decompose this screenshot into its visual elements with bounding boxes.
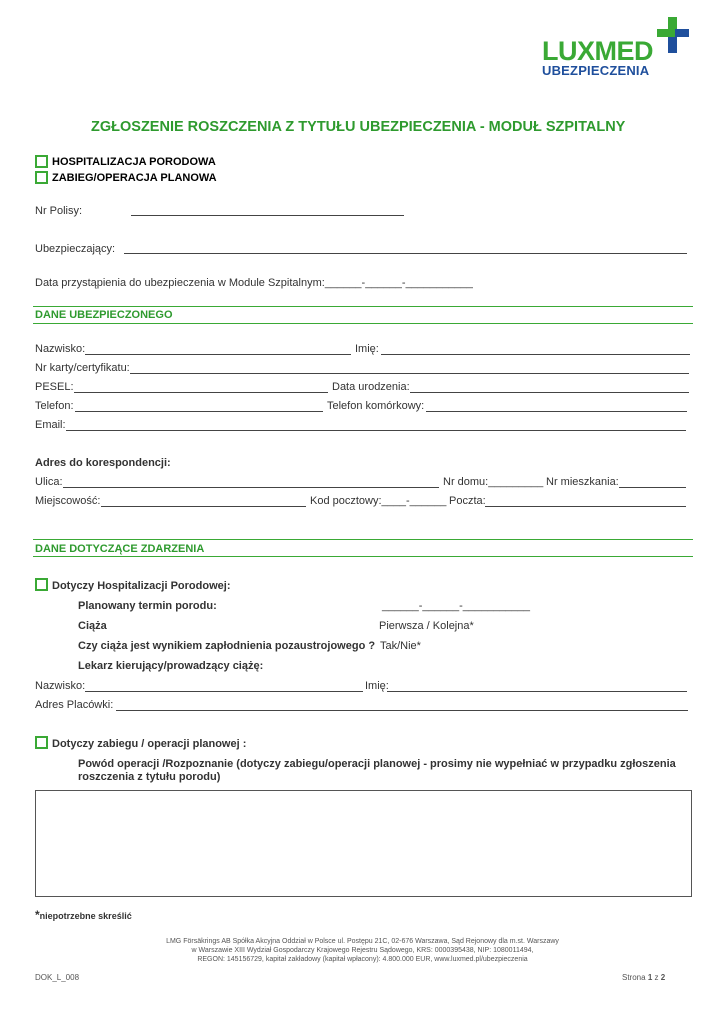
nr-polisy-label: Nr Polisy: (35, 205, 83, 217)
adres-korespondencji-heading: Adres do korespondencji: (35, 457, 171, 469)
nr-mieszkania-field[interactable] (619, 487, 686, 488)
zaplodnienie-label: Czy ciąża jest wynikiem zapłodnienia pozaustrojowego ? (78, 640, 376, 652)
planowany-termin-field[interactable]: ______-______-___________ (382, 600, 531, 612)
adres-placowki-field[interactable] (116, 710, 688, 711)
page-current: 1 (647, 973, 653, 982)
pesel-label: PESEL: (35, 381, 74, 393)
nazwisko-label: Nazwisko: (35, 343, 86, 355)
section-divider (33, 539, 693, 540)
email-label: Email: (35, 419, 66, 431)
telefon-field[interactable] (75, 411, 323, 412)
telefon-komorkowy-field[interactable] (426, 411, 687, 412)
powod-operacji-label: Powód operacji /Rozpoznanie (dotyczy zabiegu/operacji planowej - prosimy nie wypełniać w przypadku zgłoszenia (78, 758, 676, 770)
logo-luxmed-text: LUXMED (542, 36, 653, 66)
data-przystapienia-label[interactable]: Data przystąpienia do ubezpieczenia w Module Szpitalnym:______-______-___________ (35, 277, 473, 289)
powod-operacji-label-cont: roszczenia z tytułu porodu) (78, 771, 221, 783)
pesel-field[interactable] (74, 392, 328, 393)
footer-company-info (0, 937, 725, 964)
data-urodzenia-field[interactable] (410, 392, 689, 393)
imie-label: Imię: (355, 343, 379, 355)
footnote-text: niepotrzebne skreślić (39, 911, 132, 921)
nr-karty-label: Nr karty/certyfikatu: (35, 362, 130, 374)
section-divider (33, 556, 693, 557)
lekarz-label: Lekarz kierujący/prowadzący ciążę: (78, 660, 264, 672)
checkbox-hospitalizacja[interactable] (35, 155, 48, 168)
poczta-label: Poczta: (449, 495, 486, 507)
page-sep: z (654, 973, 659, 982)
option-zabieg-label: ZABIEG/OPERACJA PLANOWA (52, 172, 217, 184)
lekarz-imie-field[interactable] (387, 691, 687, 692)
powod-operacji-textarea[interactable] (35, 790, 692, 897)
page-total: 2 (660, 973, 666, 982)
hospitalizacja-heading: Dotyczy Hospitalizacji Porodowej: (52, 580, 231, 592)
section-dane-zdarzenia: DANE DOTYCZĄCE ZDARZENIA (35, 543, 205, 555)
footer-line-2: w Warszawie XIII Wydział Gospodarczy Krajowego Rejestru Sądowego, KRS: 0000395438, NIP: 1080011494, (191, 947, 534, 954)
checkbox-zabieg[interactable] (35, 171, 48, 184)
page-title: ZGŁOSZENIE ROSZCZENIA Z TYTUŁU UBEZPIECZENIA - MODUŁ SZPITALNY (91, 119, 626, 135)
nazwisko-field[interactable] (85, 354, 351, 355)
footnote (35, 908, 132, 922)
ciaza-label: Ciąża (78, 620, 107, 632)
logo-cross-icon (655, 15, 691, 55)
page-prefix: Strona (622, 973, 646, 982)
option-hospitalizacja-label: HOSPITALIZACJA PORODOWA (52, 156, 216, 168)
lekarz-nazwisko-field[interactable] (85, 691, 363, 692)
checkbox-zabieg-planowy[interactable] (35, 736, 48, 749)
doc-code: DOK_L_008 (35, 973, 80, 982)
section-divider (33, 323, 693, 324)
imie-field[interactable] (381, 354, 690, 355)
section-dane-ubezpieczonego: DANE UBEZPIECZONEGO (35, 309, 173, 321)
ciaza-value[interactable]: Pierwsza / Kolejna* (379, 620, 474, 632)
ubezpieczajacy-field[interactable] (124, 253, 687, 254)
miejscowosc-field[interactable] (101, 506, 306, 507)
section-divider (33, 306, 693, 307)
zaplodnienie-value[interactable]: Tak/Nie* (380, 640, 421, 652)
checkbox-hospitalizacja-porodowa[interactable] (35, 578, 48, 591)
nr-karty-field[interactable] (130, 373, 689, 374)
adres-placowki-label: Adres Placówki: (35, 699, 114, 711)
telefon-komorkowy-label: Telefon komórkowy: (327, 400, 425, 412)
miejscowosc-label: Miejscowość: (35, 495, 101, 507)
ulica-field[interactable] (63, 487, 439, 488)
ubezpieczajacy-label: Ubezpieczający: (35, 243, 116, 255)
page-number (622, 973, 665, 982)
lekarz-nazwisko-label: Nazwisko: (35, 680, 86, 692)
zabieg-heading: Dotyczy zabiegu / operacji planowej : (52, 738, 247, 750)
nr-mieszkania-label: Nr mieszkania: (546, 476, 619, 488)
footnote-star: * (35, 908, 40, 922)
nr-domu-label[interactable]: Nr domu:_________ (443, 476, 544, 488)
footer-line-3: REGON: 145156729, kapitał zakładowy (kapitał wpłacony): 4.800.000 EUR, www.luxmed.pl/ubezpieczenia (197, 956, 528, 963)
telefon-label: Telefon: (35, 400, 74, 412)
logo-ubezpieczenia-text: UBEZPIECZENIA (542, 63, 650, 78)
nr-polisy-field[interactable] (131, 215, 404, 216)
kod-pocztowy-label[interactable]: Kod pocztowy:____-______ (310, 495, 447, 507)
data-urodzenia-label: Data urodzenia: (332, 381, 410, 393)
planowany-termin-label: Planowany termin porodu: (78, 600, 217, 612)
ulica-label: Ulica: (35, 476, 63, 488)
footer-line-1: LMG Försäkrings AB Spółka Akcyjna Oddział w Polsce ul. Postępu 21C, 02-676 Warszawa, Sąd Rejonowy dla m.st. Warszawy (166, 938, 559, 945)
poczta-field[interactable] (485, 506, 686, 507)
email-field[interactable] (66, 430, 686, 431)
lekarz-imie-label: Imię: (365, 680, 389, 692)
